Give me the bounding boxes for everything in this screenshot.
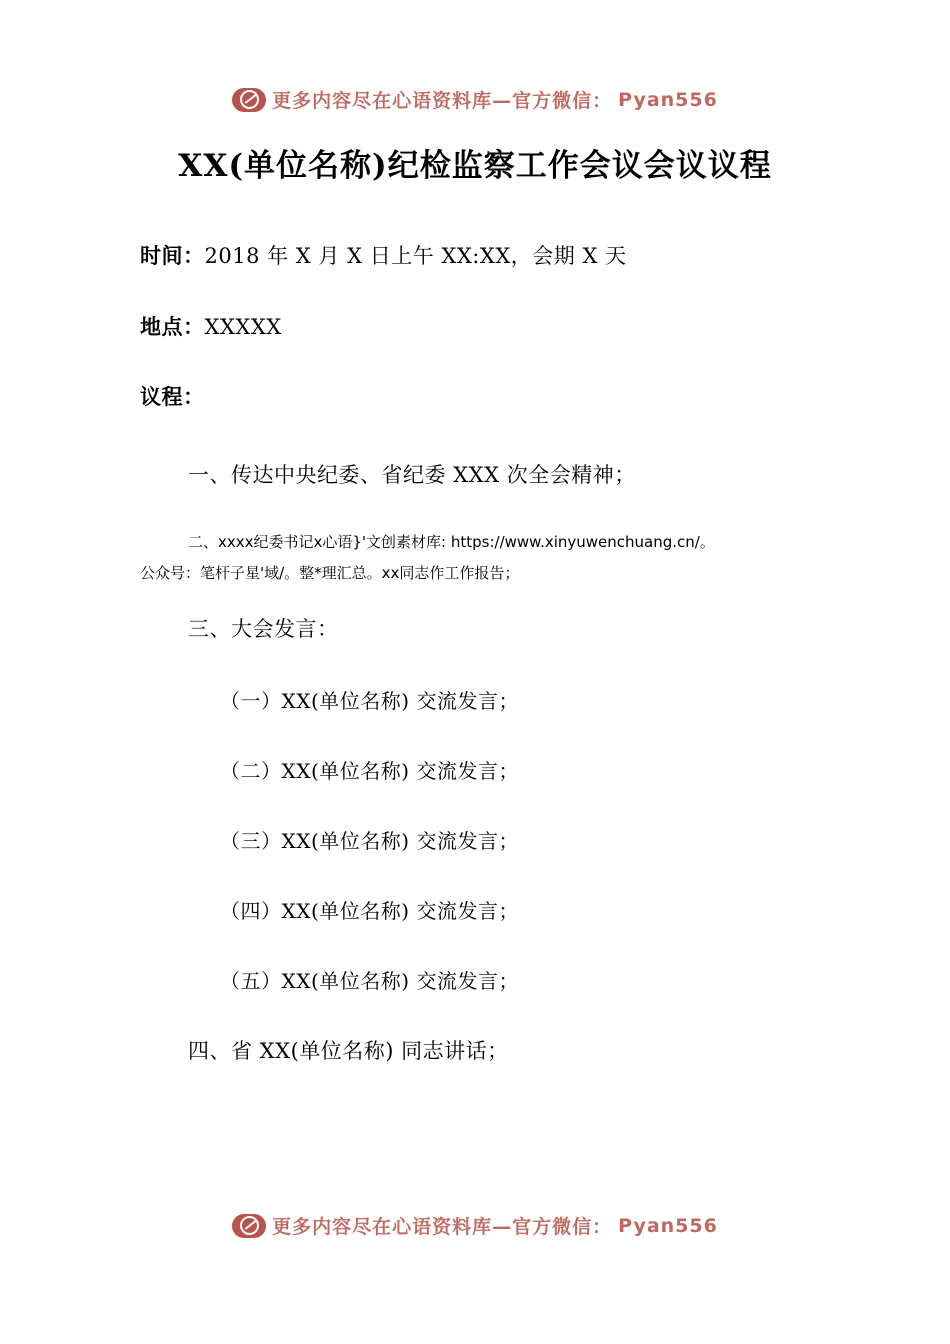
agenda-item-2-noise-continued: 公众号：笔杆子星'域/。整*理汇总。xx同志作工作报告； — [140, 563, 520, 582]
watermark-banner-top — [0, 86, 950, 113]
agenda-item-3: 三、大会发言： — [188, 617, 339, 642]
speech-item-3: （三）XX(单位名称) 交流发言； — [220, 828, 519, 853]
agenda-heading-label: 议程： — [140, 384, 205, 410]
magnifier-badge-icon — [232, 1214, 266, 1238]
magnifier-badge-icon — [232, 88, 266, 112]
watermark-wechat-id: Pyan556 — [618, 1214, 718, 1237]
speech-item-1: （一）XX(单位名称) 交流发言； — [220, 688, 519, 713]
agenda-heading — [140, 381, 830, 414]
meta-place-line — [140, 311, 830, 344]
meta-time-line — [140, 240, 830, 273]
meta-place-label: 地点： — [140, 313, 205, 339]
watermark-wechat-id: Pyan556 — [618, 88, 718, 111]
document-body — [140, 240, 830, 1107]
meta-time-value: 2018 年 X 月 X 日上午 XX:XX，会期 X 天 — [204, 244, 627, 268]
speech-item-5: （五）XX(单位名称) 交流发言； — [220, 968, 519, 993]
agenda-item-4: 四、省 XX(单位名称) 同志讲话； — [188, 1038, 509, 1063]
meta-place-value: XXXXX — [204, 314, 282, 339]
speech-item-4: （四）XX(单位名称) 交流发言； — [220, 898, 519, 923]
agenda-item-1: 一、传达中央纪委、省纪委 XXX 次全会精神； — [188, 462, 636, 487]
agenda-item-2-noise: 二、xxxx纪委书记x心语}'文创素材库: https://www.xinyuwenchuang.cn/。 — [188, 533, 715, 552]
watermark-text: 更多内容尽在心语资料库—官方微信： — [272, 1216, 613, 1238]
watermark-banner-bottom — [0, 1212, 950, 1239]
watermark-text: 更多内容尽在心语资料库—官方微信： — [272, 90, 613, 112]
speech-item-2: （二）XX(单位名称) 交流发言； — [220, 758, 519, 783]
meta-time-label: 时间： — [140, 243, 205, 268]
page-title: XX(单位名称)纪检监察工作会议会议议程 — [178, 148, 772, 184]
